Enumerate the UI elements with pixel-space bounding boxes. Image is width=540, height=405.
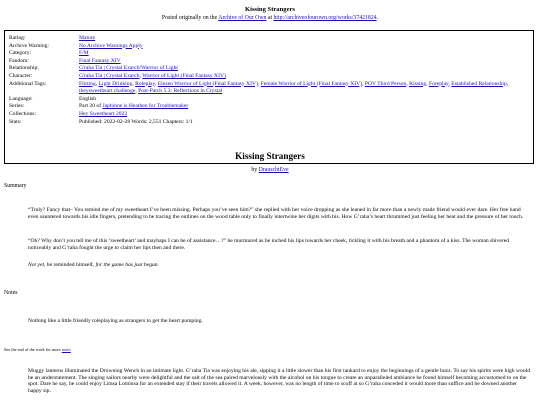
meta-label: Fandom: (9, 57, 29, 64)
stats-value: Published: 2022-02-28 Words: 2,551 Chapters: 1/1 (79, 118, 193, 125)
see-end-prefix: See the end of the work for more (4, 347, 62, 352)
posted-line (0, 15, 540, 22)
notes-heading: Notes (4, 290, 18, 296)
notes-link[interactable]: notes (61, 347, 71, 352)
meta-row-tags (9, 81, 527, 96)
meta-table (9, 35, 527, 126)
language-value: English (79, 95, 97, 102)
see-end-notes (4, 347, 71, 352)
notes-paragraph: Nothing like a little friendly roleplaying as strangers to get the heart pumping. (28, 318, 203, 324)
summary-paragraph (28, 262, 532, 269)
character-list: G'raha Tia | Crystal Exarch, Warrior of Light (Final Fantasy XIV) (79, 72, 226, 79)
meta-row-relationship (9, 65, 527, 73)
work-title: Kissing Strangers (235, 151, 305, 161)
collection-link[interactable]: Hey Sweetheart 2022 (79, 110, 128, 117)
body-paragraph: Muggy lanterns illuminated the Drowning Wench in an intimate light. G’raha Tia was enjoying his ale, sipping it a little slower than his first tankard to enjoy the beginnings of a gentle buzz. To say his spirits were high would be an understatement. The singing sailors nearby were delightful and the salt of the sea paired marvelously with the alcohol on his tongue to create an unparalleled ambiance he found himself becoming accustomed to on the spot. Dare he say, he could enjoy Limsa Lominsa for an extended stay if their travels allowed it. A week, however, was no length of time to scoff at so G’raha conceded it would more than suffice and he downed another happy sip. (28, 368, 530, 394)
series-link[interactable]: Japhinne is Heathen for Troublemaker (102, 103, 189, 110)
tag-link[interactable]: POV Third Person (364, 80, 407, 87)
character-link[interactable]: Warrior of Light (Final Fantasy XIV) (142, 72, 226, 79)
meta-row-stats (9, 119, 527, 127)
meta-label: Stats: (9, 118, 22, 125)
series-prefix: Part 20 of (79, 103, 103, 110)
meta-label: Category: (9, 50, 32, 57)
tag-link[interactable]: Roleplay (135, 80, 155, 87)
relationship-link[interactable]: G'raha Tia | Crystal Exarch/Warrior of Light (79, 65, 178, 72)
meta-label: Collections: (9, 110, 37, 117)
meta-row-rating (9, 35, 527, 43)
header-title: Kissing Strangers (244, 6, 295, 13)
work-url-link[interactable]: http://archiveofourown.org/works/37421824 (273, 15, 377, 22)
warning-link[interactable]: No Archive Warnings Apply (79, 42, 143, 49)
by-text: by (251, 167, 259, 173)
tag-link[interactable]: Flirting (79, 80, 96, 87)
meta-row-series (9, 103, 527, 111)
meta-label: Language: (9, 95, 33, 102)
tag-link[interactable]: Post-Patch 5.3: Reflections in Crystal (138, 88, 223, 95)
byline (0, 167, 540, 174)
author-link[interactable]: DrauschtEve (258, 167, 289, 173)
tag-link[interactable]: Established Relationship (451, 80, 507, 87)
meta-row-category (9, 50, 527, 58)
summary-plain: he reminded himself, (45, 262, 96, 268)
archive-link[interactable]: Archive of Our Own (218, 15, 267, 22)
category-link[interactable]: F/M (79, 50, 89, 57)
tag-list: Flirting, Light Drinking, Roleplay, Elezen Warrior of Light (Final Fantasy XIV), Female Warrior of Light (Final Fantasy XIV), POV Third Person, Kissing, Foreplay, Established Relationship, theysweetheart challenge, Post-Patch 5.3: Reflections in Crystal (79, 80, 509, 95)
summary-paragraph: “Truly? Fancy that– You remind me of my sweetheart I’ve been missing. Perhaps you’ve seen him?” she replied with her voice dropping as she leaned in far more than a newly made friend would ever dare. Her free hand even sauntered towards his idle fingers, pretending to be tracing the outlines on the wood table only to finally intertwine her digits with his. How G’raha’s heart thrummed just feeling her heat and the pressure of her touch. (28, 207, 524, 220)
summary-paragraph: “Oh? Why don’t you tell me of this ‘sweetheart’ and mayhaps I can be of assistance…?” he murmured as he inched his lips towards her cheek, tickling it with his breath and a phantom of a kiss. The woman shivered noticeably and G’raha fought the urge to claim her lips then and there. (28, 238, 509, 251)
meta-label: Relationship: (9, 65, 39, 72)
tag-link[interactable]: theysweetheart challenge (79, 88, 136, 95)
rating-link[interactable]: Mature (79, 35, 96, 41)
tag-link[interactable]: Kissing (409, 80, 427, 87)
summary-italic: Not yet, (28, 262, 46, 268)
meta-label: Rating: (9, 35, 26, 41)
tag-link[interactable]: Light Drinking (98, 80, 133, 87)
meta-label: Series: (9, 103, 25, 110)
at-text: at (266, 15, 274, 22)
character-link[interactable]: G'raha Tia | Crystal Exarch (79, 72, 140, 79)
tag-link[interactable]: Female Warrior of Light (Final Fantasy XIV) (260, 80, 363, 87)
posted-prefix: Posted originally on the (161, 15, 219, 22)
fandom-link[interactable]: Final Fantasy XIV (79, 57, 121, 64)
meta-label: Archive Warning: (9, 42, 49, 49)
series-value (79, 103, 527, 111)
posted-period: . (376, 15, 379, 22)
meta-row-character (9, 73, 527, 81)
meta-label: Character: (9, 72, 33, 79)
meta-row-collections (9, 111, 527, 119)
meta-row-warning (9, 43, 527, 51)
tag-link[interactable]: Elezen Warrior of Light (Final Fantasy XIV) (157, 80, 258, 87)
meta-box (4, 30, 534, 164)
summary-italic: for the game has just begun. (95, 262, 159, 268)
meta-label: Additional Tags: (9, 80, 47, 87)
summary-heading: Summary (4, 183, 27, 189)
tag-link[interactable]: Foreplay (428, 80, 449, 87)
